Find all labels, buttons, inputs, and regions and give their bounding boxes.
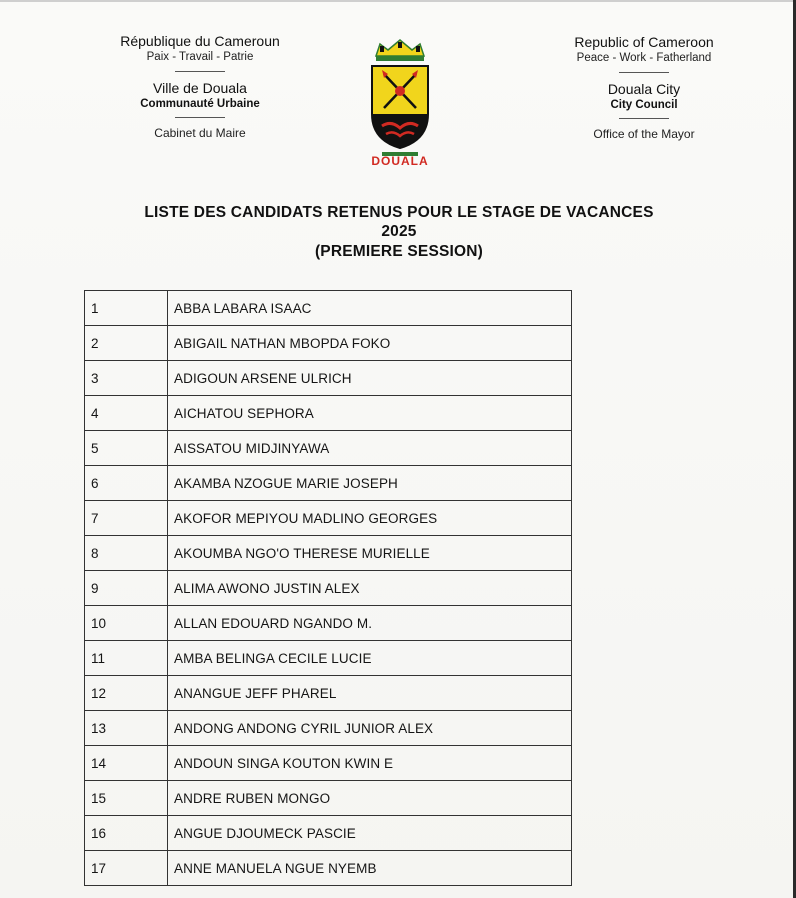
candidate-number: 1 [85,291,168,326]
candidate-name: AISSATOU MIDJINYAWA [168,431,572,466]
separator [619,118,669,119]
table-row [85,746,572,781]
candidate-number: 11 [85,641,168,676]
candidate-number: 3 [85,361,168,396]
candidate-number: 17 [85,851,168,886]
coat-of-arms-icon [364,36,436,168]
table-row [85,536,572,571]
candidate-name: ANGUE DJOUMECK PASCIE [168,816,572,851]
table-row [85,641,572,676]
candidate-number: 6 [85,466,168,501]
scan-top-edge [0,0,796,2]
header-left-french [100,33,300,141]
candidate-name: AMBA BELINGA CECILE LUCIE [168,641,572,676]
candidate-number: 8 [85,536,168,571]
office-name-en: Office of the Mayor [593,127,695,141]
table-row [85,361,572,396]
candidate-name: ANNE MANUELA NGUE NYEMB [168,851,572,886]
table-row [85,676,572,711]
candidate-name: ALLAN EDOUARD NGANDO M. [168,606,572,641]
table-row [85,326,572,361]
emblem-label: DOUALA [371,154,429,168]
separator [175,71,225,72]
candidate-name: ABBA LABARA ISAAC [168,291,572,326]
table-row [85,571,572,606]
document-title [84,203,714,261]
city-name-en: Douala City [607,81,681,97]
table-row [85,291,572,326]
table-row [85,851,572,886]
candidate-name: ANDOUN SINGA KOUTON KWIN E [168,746,572,781]
candidate-name: AICHATOU SEPHORA [168,396,572,431]
council-name-fr: Communauté Urbaine [140,98,260,110]
candidate-name: ALIMA AWONO JUSTIN ALEX [168,571,572,606]
candidate-name: AKOFOR MEPIYOU MADLINO GEORGES [168,501,572,536]
table-row [85,501,572,536]
candidate-number: 12 [85,676,168,711]
table-row [85,466,572,501]
separator [175,117,225,118]
candidate-name: ANANGUE JEFF PHAREL [168,676,572,711]
candidates-table [84,290,572,886]
city-name-fr: Ville de Douala [153,80,247,96]
candidate-number: 15 [85,781,168,816]
candidate-number: 5 [85,431,168,466]
candidate-name: AKAMBA NZOGUE MARIE JOSEPH [168,466,572,501]
header-right-english [544,34,744,142]
candidate-name: ANDRE RUBEN MONGO [168,781,572,816]
country-name-en: Republic of Cameroon [574,34,714,50]
office-name-fr: Cabinet du Maire [154,126,246,140]
candidate-name: ADIGOUN ARSENE ULRICH [168,361,572,396]
title-line-3: (PREMIERE SESSION) [314,243,484,260]
table-row [85,396,572,431]
country-name-fr: République du Cameroun [120,33,280,49]
candidates-table-body [85,291,572,886]
council-name-en: City Council [610,99,678,111]
candidate-number: 14 [85,746,168,781]
candidate-name: ANDONG ANDONG CYRIL JUNIOR ALEX [168,711,572,746]
motto-fr: Paix - Travail - Patrie [146,51,254,63]
candidate-number: 4 [85,396,168,431]
motto-en: Peace - Work - Fatherland [576,52,712,64]
table-row [85,431,572,466]
candidate-name: AKOUMBA NGO'O THERESE MURIELLE [168,536,572,571]
candidate-number: 7 [85,501,168,536]
candidate-number: 10 [85,606,168,641]
table-row [85,781,572,816]
douala-coat-of-arms-emblem [364,36,436,168]
table-row [85,816,572,851]
candidate-number: 16 [85,816,168,851]
title-line-1: LISTE DES CANDIDATS RETENUS POUR LE STAGE DE VACANCES [144,204,654,221]
table-row [85,711,572,746]
candidate-name: ABIGAIL NATHAN MBOPDA FOKO [168,326,572,361]
separator [619,72,669,73]
table-row [85,606,572,641]
candidate-number: 2 [85,326,168,361]
candidate-number: 9 [85,571,168,606]
candidate-number: 13 [85,711,168,746]
title-line-2: 2025 [381,223,417,240]
